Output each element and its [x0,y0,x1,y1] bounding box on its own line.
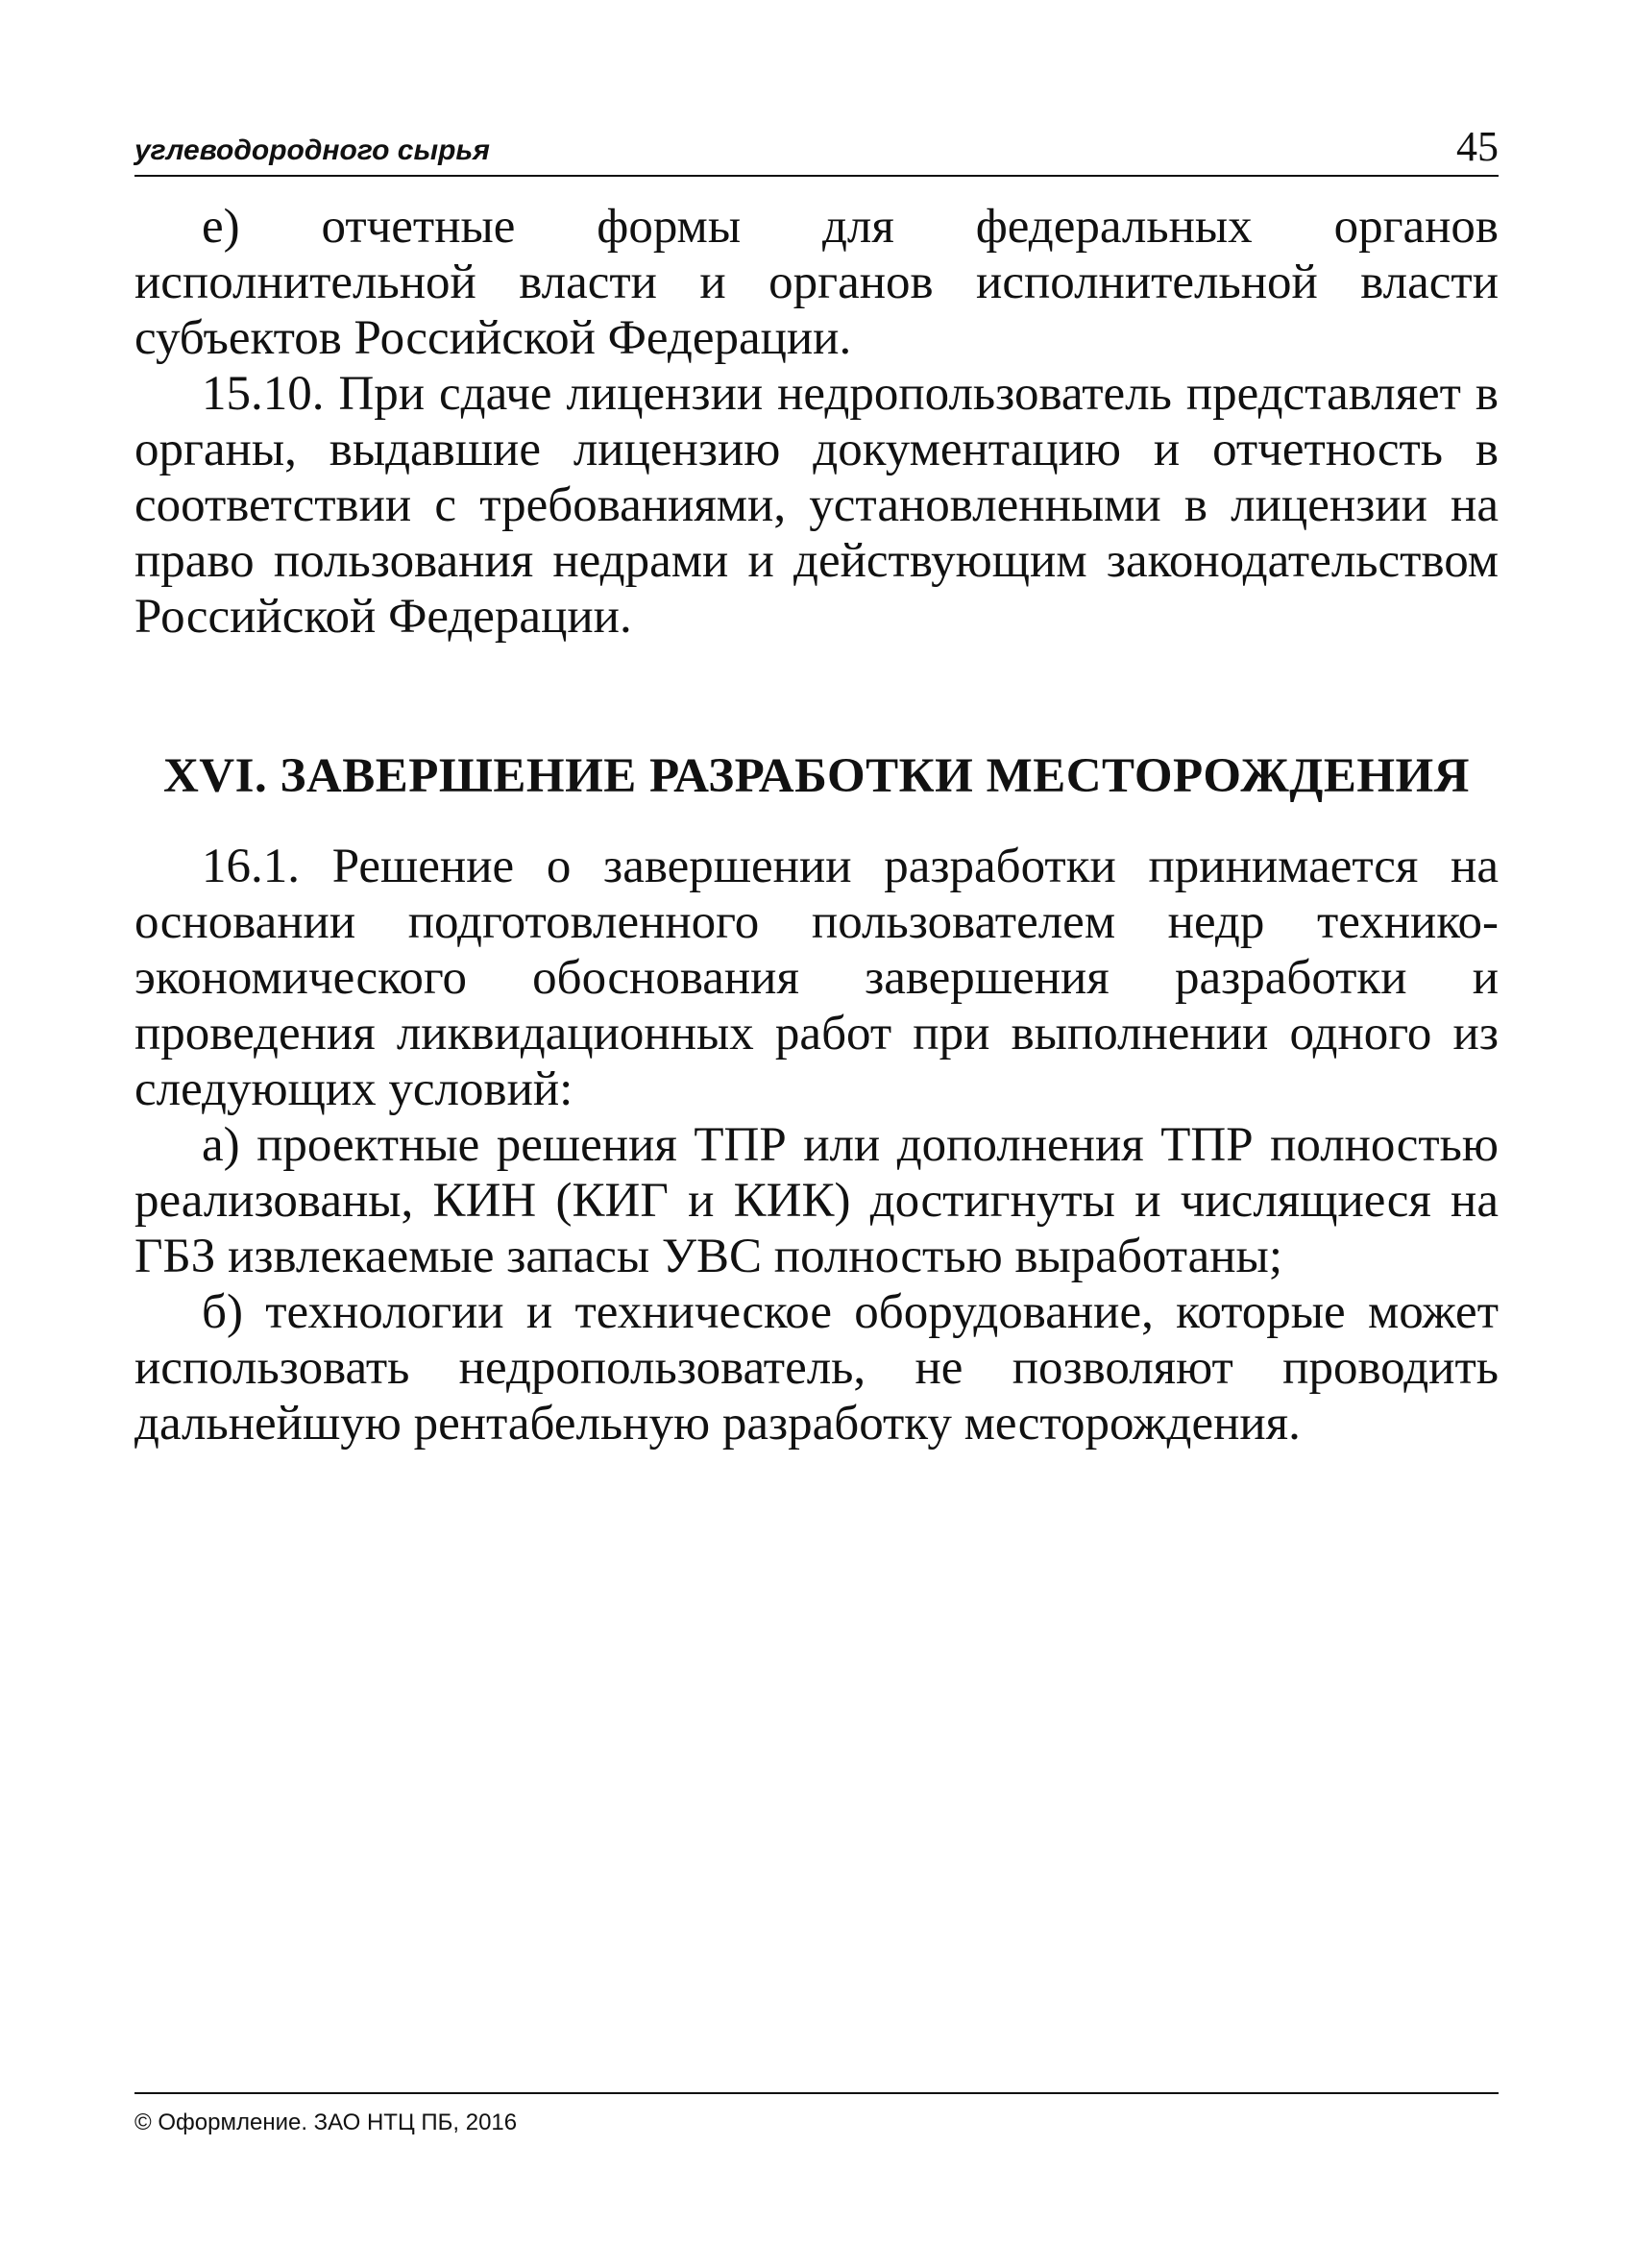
section-heading: XVI. ЗАВЕРШЕНИЕ РАЗРАБОТКИ МЕСТОРОЖДЕНИЯ [162,749,1471,803]
copyright-text: © Оформление. ЗАО НТЦ ПБ, 2016 [134,2109,518,2135]
page-number: 45 [1456,123,1499,170]
paragraph-b: б) технологии и техническое оборудование, которые может использовать недропользователь, не позволяют проводить дальнейшую рентабельную разработку месторождения. [134,1285,1499,1451]
main-text [134,199,1499,1451]
paragraph-15-10: 15.10. При сдаче лицензии недропользователь представляет в органы, выдавшие лицензию документацию и отчетность в соответствии с требованиями, установленными в лицензии на право пользования недрами и действующим законодательством Российской Федерации. [134,367,1499,644]
running-header [134,123,1499,177]
paragraph-e: е) отчетные формы для федеральных органов исполнительной власти и органов исполнительной власти субъектов Российской Федерации. [134,200,1499,365]
running-title: углеводородного сырья [134,134,490,166]
paragraph-a: а) проектные решения ТПР или дополнения ТПР полностью реализованы, КИН (КИГ и КИК) достигнуты и числящиеся на ГБЗ извлекаемые запасы УВС полностью выработаны; [134,1118,1499,1283]
paragraph-16-1: 16.1. Решение о завершении разработки принимается на основании подготовленного пользователем недр технико-экономического обоснования завершения разработки и проведения ликвидационных работ при выполнении одного из следующих условий: [134,840,1499,1116]
footer [134,2092,1499,2136]
